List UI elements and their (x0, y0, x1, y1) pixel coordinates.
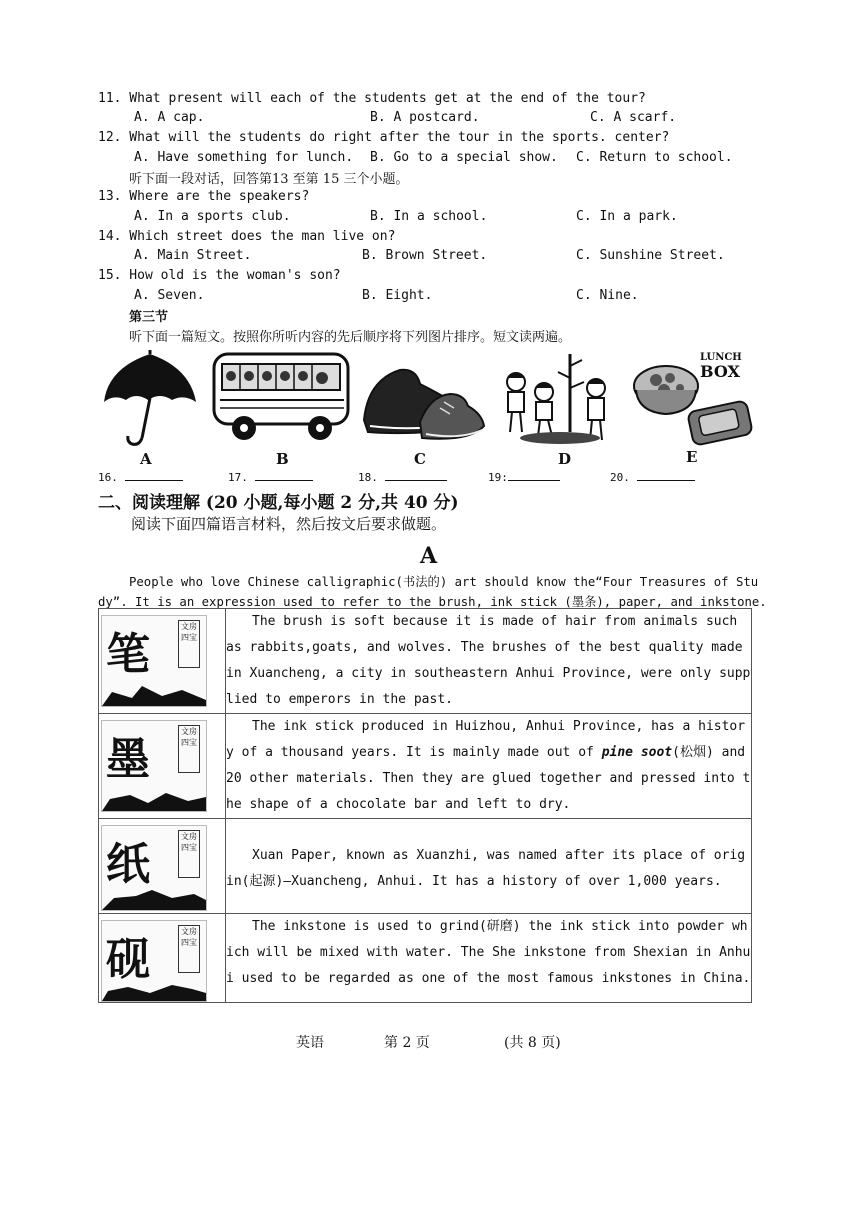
blank-18-label: 18. (358, 471, 378, 484)
reading-instruction: 阅读下面四篇语言材料，然后按文后要求做题。 (131, 515, 447, 533)
brush-seal: 文房四宝 (178, 620, 200, 668)
picture-d-letter: D (558, 450, 572, 468)
blank-20-line[interactable] (637, 470, 695, 481)
q15-option-a: A. Seven. (134, 288, 205, 303)
q12-option-c: C. Return to school. (576, 150, 733, 165)
four-treasures-table (98, 608, 752, 1003)
ink-stick-char: 墨 (106, 734, 150, 785)
picture-a-letter: A (140, 450, 152, 468)
intro-line-1: People who love Chinese calligraphic(书法的) art should know the“Four Treasures of Stu (129, 575, 759, 589)
picture-e (630, 350, 756, 468)
ink-decoration-icon (102, 886, 206, 910)
pine-soot-term: pine soot (601, 745, 673, 760)
table-row (99, 819, 752, 914)
q13-stem: 13. Where are the speakers? (98, 189, 310, 204)
box-label: BOX (700, 362, 740, 381)
kids-planting-tree-icon (498, 352, 622, 448)
section3-title: 第三节 (129, 310, 169, 325)
lunch-label: LUNCH (700, 352, 742, 363)
footer-page: 第 2 页 (384, 1035, 430, 1051)
section3-instruction: 听下面一篇短文。按照你所听内容的先后顺序将下列图片排序。短文读两遍。 (129, 330, 572, 345)
brush-char: 笔 (106, 629, 150, 680)
brush-picture (101, 615, 207, 707)
paper-text (226, 819, 752, 914)
answer-blank-19[interactable] (488, 470, 560, 484)
q15-option-b: B. Eight. (362, 288, 433, 303)
blank-19-line[interactable] (508, 470, 560, 481)
brush-paragraph: The brush is soft because it is made of hair from animals such as rabbits,goats, and wolves. The brushes of the best quality made in Xuancheng, a city in southeastern Anhui Province, were only supplied to emperors in the past. (226, 614, 751, 707)
footer-total: (共 8 页) (504, 1035, 561, 1051)
picture-b (210, 350, 354, 468)
picture-b-letter: B (276, 450, 289, 468)
paper-picture (101, 825, 207, 911)
umbrella-icon (102, 350, 198, 450)
answer-blank-16[interactable] (98, 470, 183, 484)
inkstone-seal: 文房四宝 (178, 925, 200, 973)
ink-decoration-icon (102, 682, 206, 706)
blank-16-line[interactable] (125, 470, 183, 481)
q14-stem: 14. Which street does the man live on? (98, 229, 396, 244)
ink-decoration-icon (102, 977, 206, 1001)
q11-option-a: A. A cap. (134, 110, 205, 125)
picture-c (360, 360, 488, 468)
q11-option-b: B. A postcard. (370, 110, 480, 125)
q15-stem: 15. How old is the woman's son? (98, 268, 341, 283)
footer-subject: 英语 (296, 1035, 324, 1051)
table-row (99, 914, 752, 1003)
blank-16-label: 16. (98, 471, 118, 484)
inkstone-char: 砚 (106, 934, 150, 985)
instruction-13-15: 听下面一段对话，回答第13 至第 15 三个小题。 (129, 172, 409, 187)
table-row (99, 609, 752, 714)
passage-letter: A (420, 543, 438, 569)
brush-text (226, 609, 752, 714)
paper-image-cell (99, 819, 226, 914)
q14-option-b: B. Brown Street. (362, 248, 488, 263)
q13-option-a: A. In a sports club. (134, 209, 291, 224)
reading-heading: 二、阅读理解 (20 小题,每小题 2 分,共 40 分) (98, 493, 459, 513)
blank-19-label: 19: (488, 471, 508, 484)
blank-17-label: 17. (228, 471, 248, 484)
q15-option-c: C. Nine. (576, 288, 639, 303)
ink-stick-paragraph-a: The ink stick produced in Huizhou, Anhui Province, has a history of a thousand years. It is mainly made out of (226, 719, 746, 760)
q12-option-b: B. Go to a special show. (370, 150, 558, 165)
ink-stick-image-cell (99, 714, 226, 819)
q12-option-a: A. Have something for lunch. (134, 150, 354, 165)
blank-20-label: 20. (610, 471, 630, 484)
table-row (99, 714, 752, 819)
shoes-icon (360, 360, 488, 446)
q13-option-b: B. In a school. (370, 209, 488, 224)
paper-paragraph: Xuan Paper, known as Xuanzhi, was named after its place of origin(起源)—Xuancheng, Anhui. It has a history of over 1,000 years. (226, 848, 746, 889)
q14-option-a: A. Main Street. (134, 248, 252, 263)
ink-stick-seal: 文房四宝 (178, 725, 200, 773)
q14-option-c: C. Sunshine Street. (576, 248, 725, 263)
inkstone-text (226, 914, 752, 1003)
bus-icon (210, 350, 354, 446)
picture-c-letter: C (414, 450, 426, 468)
ink-decoration-icon (102, 787, 206, 811)
answer-blank-18[interactable] (358, 470, 447, 484)
intro-line-2: dy”. It is an expression used to refer to the brush, ink stick (墨条), paper, and inkstone. (98, 595, 767, 609)
inkstone-picture (101, 920, 207, 1002)
picture-e-letter: E (686, 448, 698, 466)
paper-seal: 文房四宝 (178, 830, 200, 878)
ink-stick-text (226, 714, 752, 819)
inkstone-paragraph: The inkstone is used to grind(研磨) the ink stick into powder which will be mixed with water. The She inkstone from Shexian in Anhui used to be regarded as one of the most famous inkstones in China. (226, 919, 751, 986)
q12-stem: 12. What will the students do right after the tour in the sports. center? (98, 130, 670, 145)
paper-char: 纸 (106, 839, 150, 890)
inkstone-image-cell (99, 914, 226, 1003)
blank-17-line[interactable] (255, 470, 313, 481)
answer-blank-17[interactable] (228, 470, 313, 484)
picture-d (498, 352, 622, 468)
ink-stick-paragraph-b: (松烟) and 20 other materials. Then they are glued together and pressed into the shape of a chocolate bar and left to dry. (226, 745, 751, 812)
brush-image-cell (99, 609, 226, 714)
picture-a (102, 350, 198, 468)
ink-stick-picture (101, 720, 207, 812)
q11-option-c: C. A scarf. (590, 110, 677, 125)
answer-blank-20[interactable] (610, 470, 695, 484)
blank-18-line[interactable] (385, 470, 447, 481)
q13-option-c: C. In a park. (576, 209, 678, 224)
q11-stem: 11. What present will each of the students get at the end of the tour? (98, 91, 646, 106)
